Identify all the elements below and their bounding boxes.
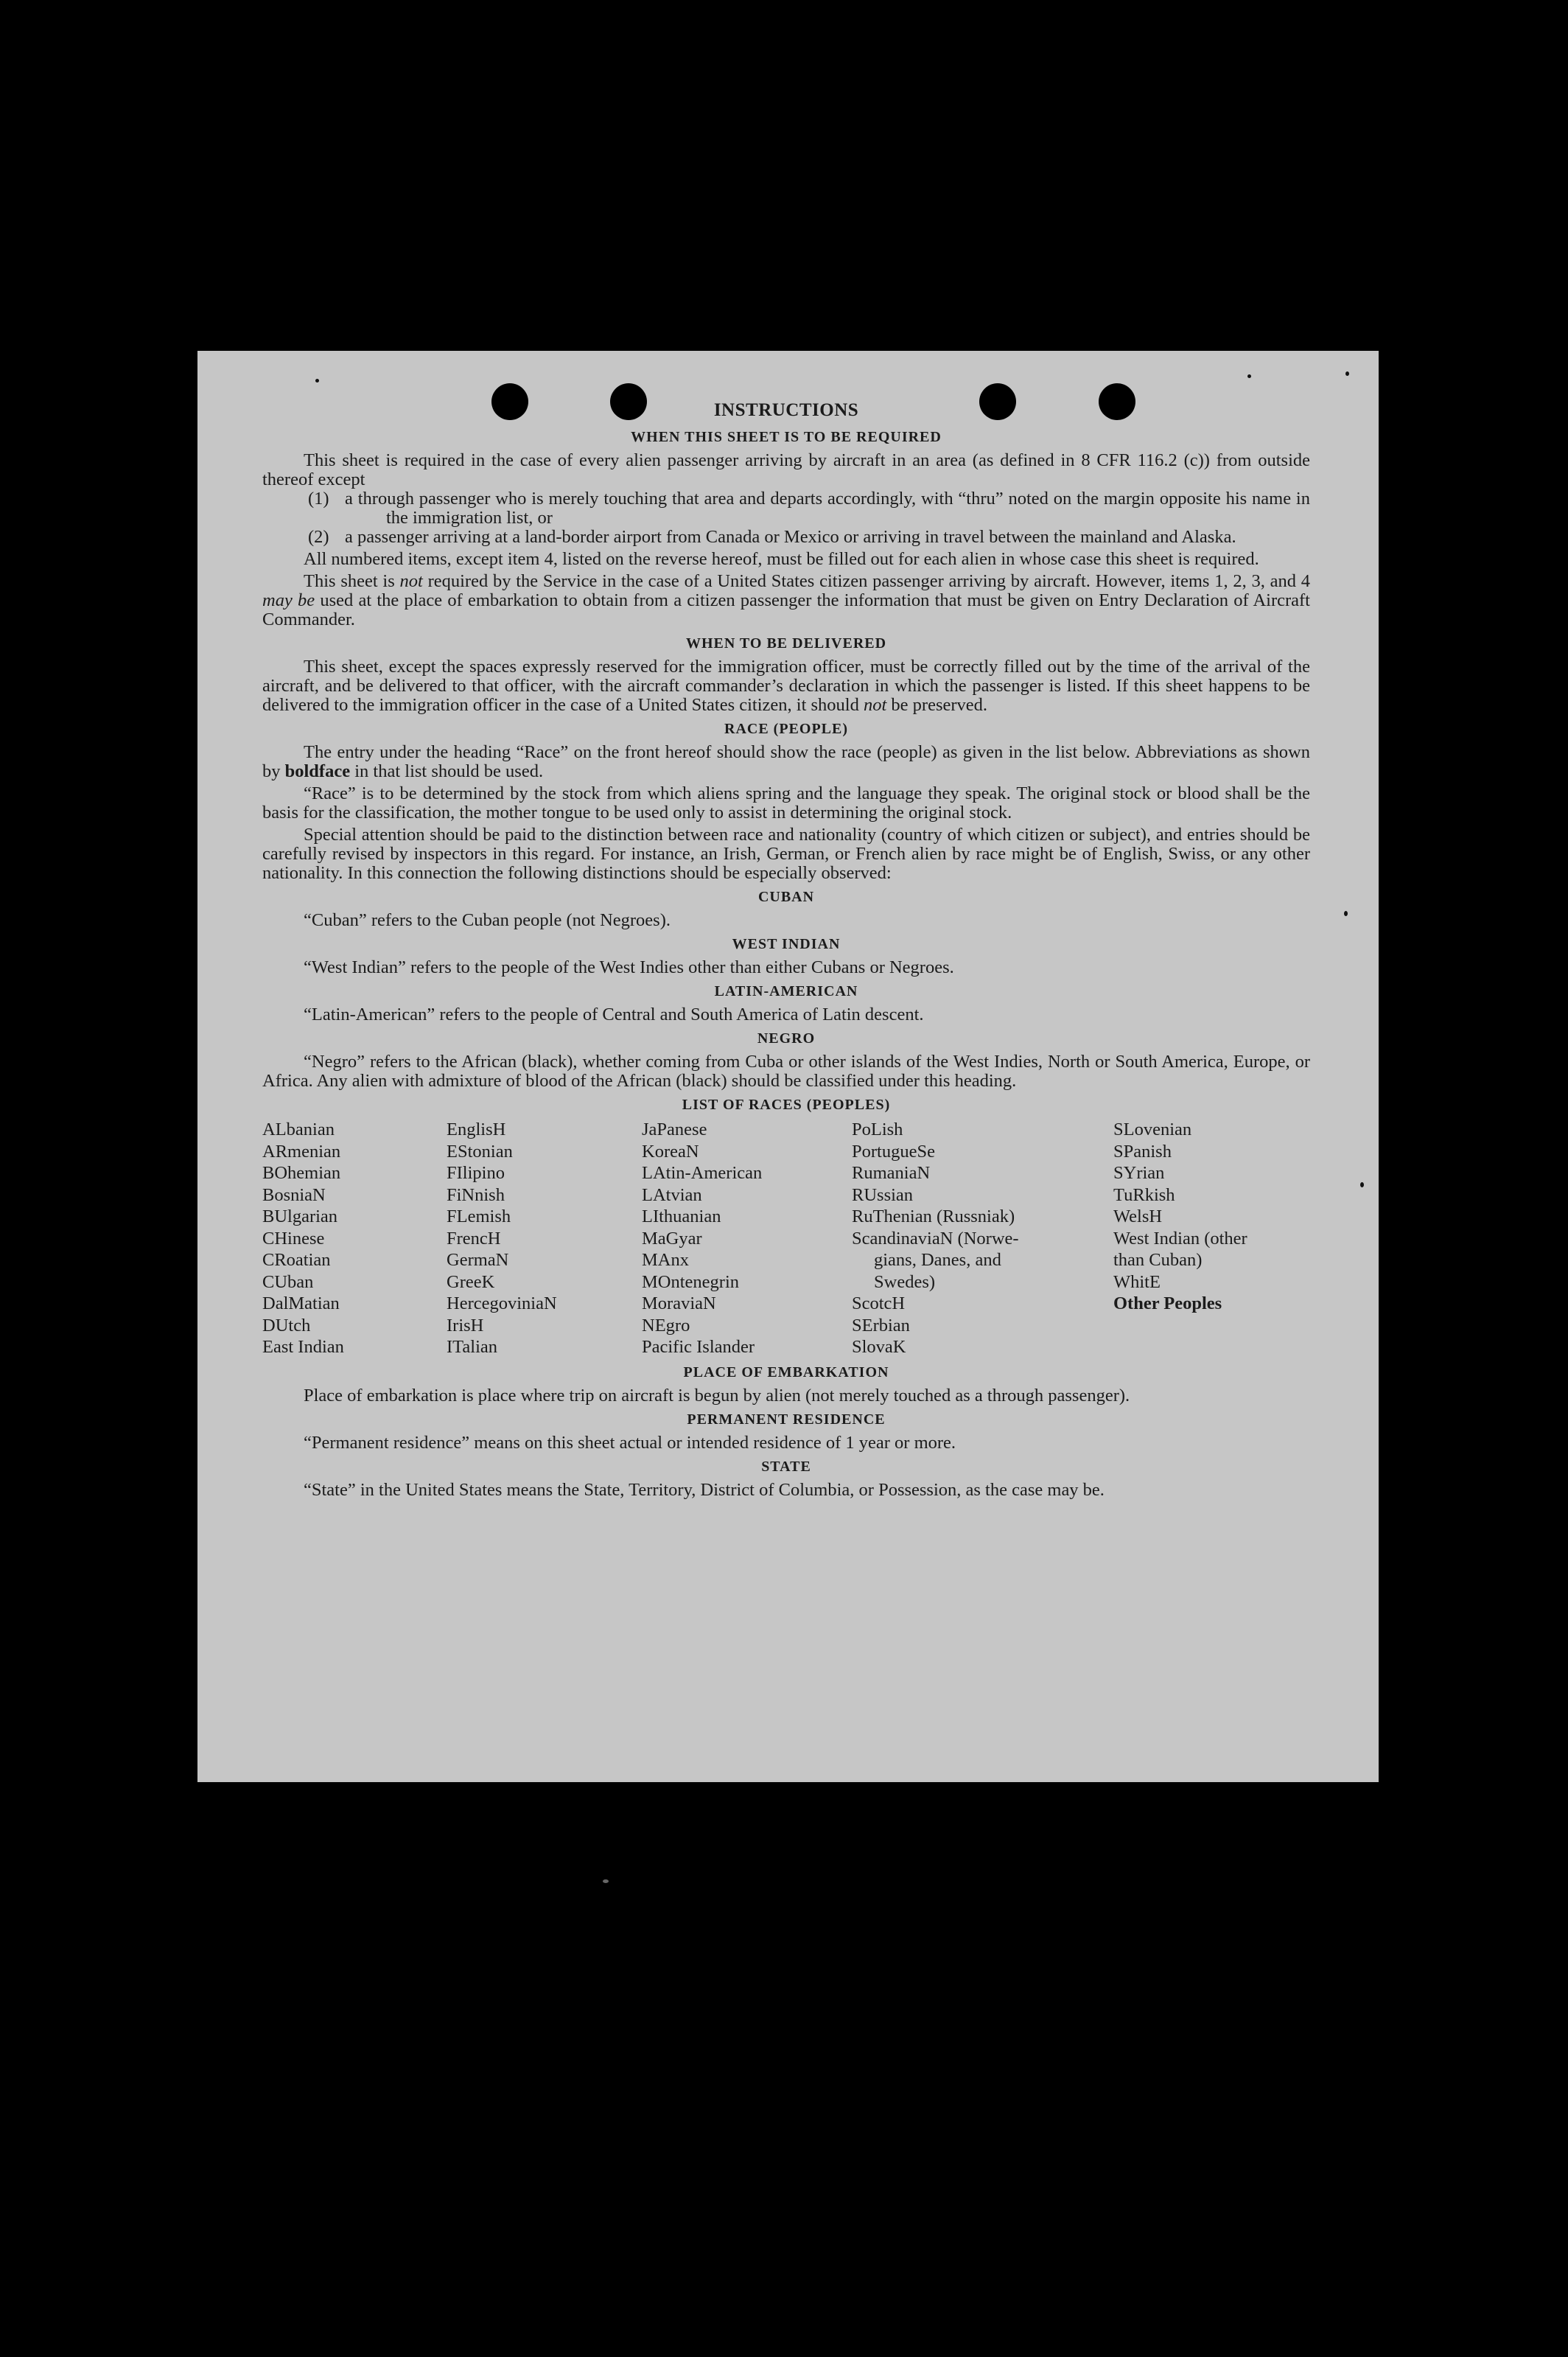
paragraph: Special attention should be paid to the distinction between race and nationality (country of which citizen or subject), and entries should be carefully revised by inspectors in this regard. For instance, an Irish, German, or French alien by race might be of English, Swiss, or any other nationality. In this connection the following distinctions should be especially observed: <box>262 825 1310 883</box>
section-heading: LATIN-AMERICAN <box>714 983 858 999</box>
race-entry: DalMatian <box>262 1293 340 1313</box>
race-entry: RuThenian (Russniak) <box>852 1207 1015 1226</box>
race-entry: GreeK <box>447 1271 495 1292</box>
paragraph: “West Indian” refers to the people of the West Indies other than either Cubans or Negroes. <box>304 957 954 977</box>
race-entry: FIlipino <box>447 1163 505 1183</box>
race-entry: ScotcH <box>852 1293 906 1313</box>
text-run: The entry under the heading “Race” on the front hereof should show the race (people) as given in the list below. Abbreviations as shown by <box>262 742 1310 781</box>
paragraph: Place of embarkation is place where trip on aircraft is begun by alien (not merely touched as a through passenger). <box>304 1385 1130 1406</box>
section-heading: STATE <box>761 1458 811 1475</box>
section-heading: WHEN THIS SHEET IS TO BE REQUIRED <box>631 429 942 445</box>
race-entry: LIthuanian <box>642 1207 721 1226</box>
page-title: INSTRUCTIONS <box>713 400 859 420</box>
item-text: a through passenger who is merely touching that area and departs accordingly, with “thru” noted on the margin opposite his name in the immigration list, or <box>345 489 1310 528</box>
race-entry: SPanish <box>1113 1141 1172 1162</box>
speck-mark <box>603 1879 609 1883</box>
race-entry: SYrian <box>1113 1163 1165 1183</box>
paragraph <box>262 657 1310 715</box>
section-heading: PERMANENT RESIDENCE <box>687 1411 886 1428</box>
race-entry: RUssian <box>852 1184 914 1205</box>
paragraph: “Cuban” refers to the Cuban people (not Negroes). <box>304 910 671 930</box>
sheet-content <box>262 401 1310 1500</box>
text-run: in that list should be used. <box>350 761 544 781</box>
paragraph: This sheet is required in the case of every alien passenger arriving by aircraft in an area (as defined in 8 CFR 116.2 (c)) from outside thereof except <box>262 450 1310 489</box>
race-entry: FiNnish <box>447 1184 505 1205</box>
list-item <box>308 527 1310 547</box>
race-entry: RumaniaN <box>852 1163 931 1183</box>
text-run: required by the Service in the case of a United States citizen passenger arriving by aircraft. However, items 1, 2, 3, and 4 <box>422 571 1310 591</box>
race-entry: IrisH <box>447 1315 484 1335</box>
race-entry: PortugueSe <box>852 1141 935 1162</box>
race-entry: KoreaN <box>642 1141 699 1162</box>
race-entry: BUlgarian <box>262 1207 338 1226</box>
speck-mark <box>1360 1182 1364 1187</box>
race-entry: HercegoviniaN <box>447 1293 557 1313</box>
race-entry: FrencH <box>447 1228 501 1249</box>
race-entry: SLovenian <box>1113 1120 1192 1139</box>
race-entry: Swedes) <box>874 1271 936 1292</box>
race-entry: NEgro <box>642 1315 690 1335</box>
paragraph: All numbered items, except item 4, listed on the reverse hereof, must be filled out for each alien in whose case this sheet is required. <box>304 549 1259 569</box>
race-entry: Pacific Islander <box>642 1337 755 1357</box>
paragraph: “State” in the United States means the State, Territory, District of Columbia, or Possession, as the case may be. <box>304 1479 1105 1500</box>
paragraph: “Race” is to be determined by the stock from which aliens spring and the language they speak. The original stock or blood shall be the basis for the classification, the mother tongue to be used only to assist in determining the original stock. <box>262 783 1310 823</box>
section-heading: LIST OF RACES (PEOPLES) <box>682 1097 891 1113</box>
section-heading: CUBAN <box>757 889 815 905</box>
races-column <box>1113 1119 1310 1358</box>
race-entry: than Cuban) <box>1113 1250 1203 1270</box>
race-entry: EStonian <box>447 1141 513 1162</box>
item-number: (1) <box>308 489 329 509</box>
race-entry: GermaN <box>447 1250 509 1270</box>
race-entry: TuRkish <box>1113 1184 1175 1205</box>
italic-text: not <box>863 695 887 715</box>
races-column <box>447 1119 642 1358</box>
text-run: be preserved. <box>886 695 988 715</box>
paragraph <box>262 743 1310 781</box>
paragraph: “Permanent residence” means on this sheet actual or intended residence of 1 year or more. <box>304 1432 956 1453</box>
paragraph: “Negro” refers to the African (black), whether coming from Cuba or other islands of the West Indies, North or South America, Europe, or Africa. Any alien with admixture of blood of the African (black) should be classified under this heading. <box>262 1052 1310 1091</box>
race-entry: FLemish <box>447 1207 511 1226</box>
race-entry: LAtvian <box>642 1184 702 1205</box>
race-entry: MaGyar <box>642 1228 702 1249</box>
section-heading: WHEN TO BE DELIVERED <box>685 635 887 652</box>
race-entry: EnglisH <box>447 1120 506 1139</box>
races-column <box>852 1119 1113 1358</box>
text-run: used at the place of embarkation to obtain from a citizen passenger the information that must be given on Entry Declaration of Aircraft Commander. <box>262 590 1310 629</box>
text-run: This sheet is <box>304 571 400 591</box>
section-heading: RACE (PEOPLE) <box>724 721 848 737</box>
race-entry: ScandinaviaN (Norwe- <box>852 1228 1019 1249</box>
speck-mark <box>1345 371 1349 376</box>
race-entry: BOhemian <box>262 1163 341 1183</box>
race-entry: MoraviaN <box>642 1293 716 1313</box>
race-entry: SlovaK <box>852 1337 906 1357</box>
race-entry: MAnx <box>642 1250 689 1270</box>
race-entry: JaPanese <box>642 1120 707 1139</box>
race-entry: CHinese <box>262 1228 325 1249</box>
race-entry: PoLish <box>852 1120 903 1139</box>
race-entry: ARmenian <box>262 1141 341 1162</box>
race-entry: WelsH <box>1113 1207 1163 1226</box>
races-column <box>642 1119 852 1358</box>
race-entry: SErbian <box>852 1315 910 1335</box>
text-run: This sheet, except the spaces expressly reserved for the immigration officer, must be correctly filled out by the time of the arrival of the aircraft, and be delivered to that officer, with the aircraft commander’s declaration in which the passenger is listed. If this sheet happens to be delivered to the immigration officer in the case of a United States citizen, it should <box>262 657 1310 715</box>
race-entry: West Indian (other <box>1113 1228 1247 1249</box>
race-entry: ITalian <box>447 1337 498 1357</box>
races-column <box>262 1119 447 1358</box>
races-list <box>262 1119 1310 1358</box>
italic-text: may be <box>262 590 315 610</box>
paragraph: “Latin-American” refers to the people of Central and South America of Latin descent. <box>304 1005 924 1024</box>
race-entry: Other Peoples <box>1113 1293 1222 1313</box>
speck-mark <box>1247 374 1251 378</box>
italic-text: not <box>399 571 423 591</box>
race-entry: CUban <box>262 1271 314 1292</box>
instruction-sheet <box>197 351 1379 1782</box>
race-entry: BosniaN <box>262 1184 326 1205</box>
race-entry: CRoatian <box>262 1250 331 1270</box>
item-number: (2) <box>308 527 329 547</box>
race-entry: ALbanian <box>262 1120 335 1139</box>
race-entry: gians, Danes, and <box>874 1250 1001 1270</box>
section-heading: WEST INDIAN <box>732 936 841 952</box>
section-heading: PLACE OF EMBARKATION <box>683 1363 889 1380</box>
race-entry: MOntenegrin <box>642 1271 739 1292</box>
speck-mark <box>315 379 319 383</box>
race-entry: East Indian <box>262 1337 344 1357</box>
item-text: a passenger arriving at a land-border airport from Canada or Mexico or arriving in travel between the mainland and Alaska. <box>345 527 1236 547</box>
race-entry: DUtch <box>262 1315 311 1335</box>
bold-text: boldface <box>284 761 351 781</box>
race-entry: LAtin-American <box>642 1163 763 1183</box>
section-heading: NEGRO <box>757 1030 816 1047</box>
race-entry: WhitE <box>1113 1271 1161 1292</box>
speck-mark <box>1344 911 1348 916</box>
paragraph <box>262 572 1310 629</box>
list-item <box>308 489 1310 528</box>
